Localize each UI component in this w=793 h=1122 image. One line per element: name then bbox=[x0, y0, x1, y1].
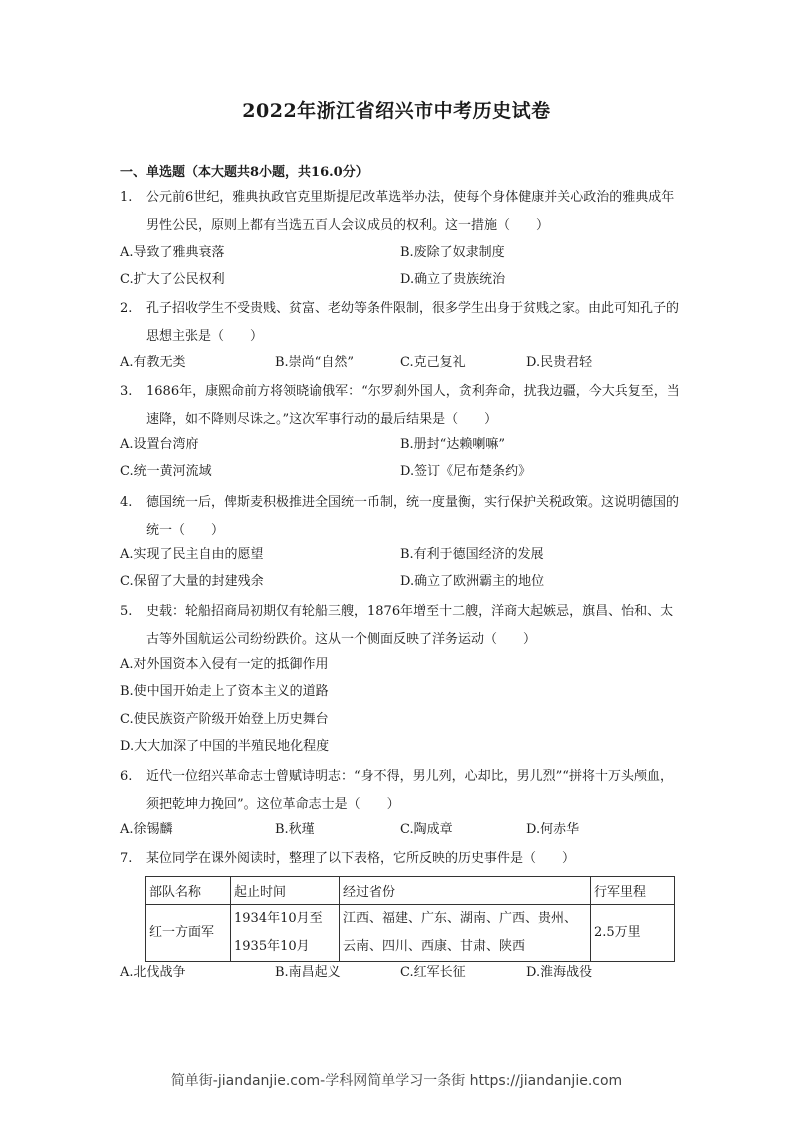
option-b: B.崇尚“自然” bbox=[275, 355, 354, 370]
option-a: A.徐锡麟 bbox=[120, 822, 173, 837]
question-stem: 德国统一后，俾斯麦积极推进全国统一币制，统一度量衡，实行保护关税政策。这说明德国的统一（ ） bbox=[146, 495, 680, 538]
option-d: D.何赤华 bbox=[526, 822, 580, 837]
question-number: 3. bbox=[120, 384, 133, 399]
footer-watermark: 简单街-jiandanjie.com-学科网简单学习一条街 https://jiandanjie.com bbox=[170, 1073, 623, 1089]
table-cell: 红一方面军 bbox=[146, 905, 231, 962]
option-d: D.签订《尼布楚条约》 bbox=[400, 464, 532, 479]
table-cell: 2.5万里 bbox=[591, 905, 675, 962]
question-number: 1. bbox=[120, 190, 133, 205]
march-table bbox=[145, 876, 675, 962]
option-b: B.册封“达赖喇嘛” bbox=[400, 437, 505, 452]
table-header-row bbox=[146, 877, 675, 905]
option-d: D.大大加深了中国的半殖民地化程度 bbox=[120, 739, 330, 754]
option-d: D.民贵君轻 bbox=[526, 355, 593, 370]
option-b: B.废除了奴隶制度 bbox=[400, 245, 505, 260]
table-row bbox=[146, 905, 675, 962]
option-d: D.淮海战役 bbox=[526, 965, 593, 980]
question-3 bbox=[120, 378, 680, 434]
option-d: D.确立了贵族统治 bbox=[400, 272, 506, 287]
option-c: C.陶成章 bbox=[400, 822, 453, 837]
question-4 bbox=[120, 489, 680, 545]
question-number: 5. bbox=[120, 604, 133, 619]
section-heading: 一、单选题（本大题共8小题，共16.0分） bbox=[120, 165, 369, 180]
option-b: B.有利于德国经济的发展 bbox=[400, 547, 544, 562]
option-c: C.红军长征 bbox=[400, 965, 466, 980]
question-stem: 近代一位绍兴革命志士曾赋诗明志：“身不得，男儿列，心却比，男儿烈”“拼将十万头颅血，须把乾坤力挽回”。这位革命志士是（ ） bbox=[146, 769, 673, 812]
table-header-cell: 部队名称 bbox=[146, 877, 231, 905]
option-c: C.统一黄河流域 bbox=[120, 464, 212, 479]
option-b: B.南昌起义 bbox=[275, 965, 341, 980]
question-stem: 史载：轮船招商局初期仅有轮船三艘，1876年增至十二艘，洋商大起嫉忌，旗昌、怡和、太古等外国航运公司纷纷跌价。这从一个侧面反映了洋务运动（ ） bbox=[146, 604, 674, 647]
option-b: B.使中国开始走上了资本主义的道路 bbox=[120, 684, 329, 699]
page-title: 2022年浙江省绍兴市中考历史试卷 bbox=[242, 100, 551, 122]
table-header-cell: 行军里程 bbox=[591, 877, 675, 905]
question-stem: 1686年，康熙命前方将领晓谕俄军：“尔罗刹外国人，贪利奔命，扰我边疆，今大兵复至，当速降，如不降则尽诛之。”这次军事行动的最后结果是（ ） bbox=[146, 384, 680, 427]
option-a: A.对外国资本入侵有一定的抵御作用 bbox=[120, 657, 329, 672]
option-c: C.保留了大量的封建残余 bbox=[120, 574, 264, 589]
question-number: 6. bbox=[120, 769, 133, 784]
question-number: 2. bbox=[120, 301, 133, 316]
question-6 bbox=[120, 763, 680, 819]
question-stem: 孔子招收学生不受贵贱、贫富、老幼等条件限制，很多学生出身于贫贱之家。由此可知孔子的思想主张是（ ） bbox=[146, 301, 680, 344]
option-c: C.克己复礼 bbox=[400, 355, 466, 370]
option-c: C.使民族资产阶级开始登上历史舞台 bbox=[120, 712, 329, 727]
table-header-cell: 起止时间 bbox=[231, 877, 340, 905]
question-7 bbox=[120, 845, 680, 873]
option-a: A.导致了雅典衰落 bbox=[120, 245, 225, 260]
option-b: B.秋瑾 bbox=[275, 822, 315, 837]
option-d: D.确立了欧洲霸主的地位 bbox=[400, 574, 545, 589]
question-2 bbox=[120, 295, 680, 351]
table-cell: 1934年10月至1935年10月 bbox=[231, 905, 340, 962]
option-a: A.实现了民主自由的愿望 bbox=[120, 547, 264, 562]
question-number: 4. bbox=[120, 495, 133, 510]
table-cell: 江西、福建、广东、湖南、广西、贵州、云南、四川、西康、甘肃、陕西 bbox=[340, 905, 591, 962]
question-1 bbox=[120, 184, 680, 240]
option-c: C.扩大了公民权利 bbox=[120, 272, 225, 287]
table-header-cell: 经过省份 bbox=[340, 877, 591, 905]
question-number: 7. bbox=[120, 851, 133, 866]
option-a: A.北伐战争 bbox=[120, 965, 186, 980]
option-a: A.有教无类 bbox=[120, 355, 186, 370]
option-a: A.设置台湾府 bbox=[120, 437, 199, 452]
question-stem: 公元前6世纪，雅典执政官克里斯提尼改革选举办法，使每个身体健康并关心政治的雅典成年男性公民，原则上都有当选五百人会议成员的权利。这一措施（ ） bbox=[146, 190, 675, 233]
question-5 bbox=[120, 598, 680, 654]
question-stem: 某位同学在课外阅读时，整理了以下表格，它所反映的历史事件是（ ） bbox=[146, 851, 576, 866]
